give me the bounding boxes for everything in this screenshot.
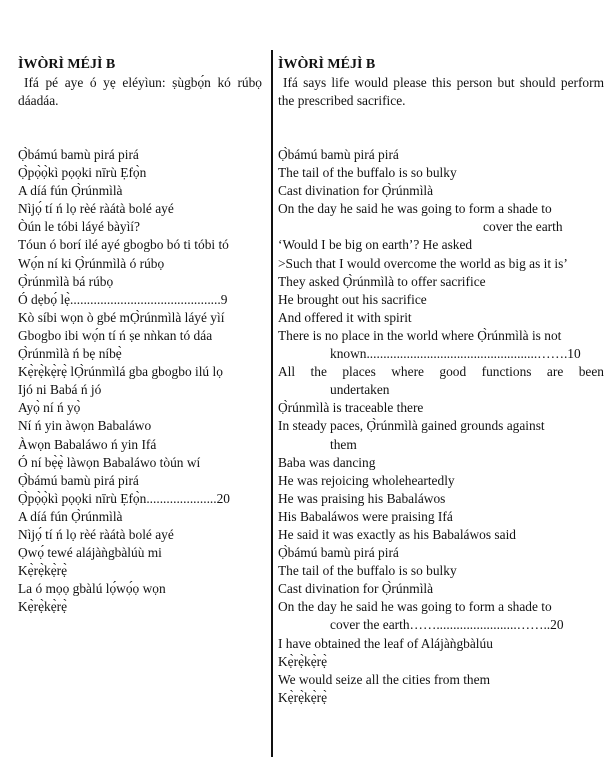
english-column bbox=[278, 56, 604, 707]
verse-line: Ayọ̀ ní ń yọ̀ bbox=[18, 400, 81, 416]
verse-line: Ní ń yin àwọn Babaláwo bbox=[18, 418, 152, 434]
verse-line: Ọwọ́ tewé alájàǹgbàlúù mi bbox=[18, 545, 162, 561]
verse-line: Ọ̀pọ̀ọ̀kì pọọki nīrù Ẹfọ̀n.....................20 bbox=[18, 490, 231, 506]
verse-line: Wọ́n ní ki Ọ̀rúnmìlà ó rúbọ bbox=[18, 255, 165, 271]
verse-line: >Such that I would overcome the world as big as it is’ bbox=[278, 255, 568, 271]
verse-line: them bbox=[330, 436, 357, 452]
english-intro: Ifá says life would please this person but should perform the prescribed sacrifice. bbox=[278, 75, 604, 108]
verse-line: On the day he said he was going to form a shade to bbox=[278, 599, 552, 615]
verse-line: There is no place in the world where Ọ̀rúnmìlà is not bbox=[278, 327, 562, 343]
verse-line: undertaken bbox=[330, 382, 390, 398]
verse-line: ‘Would I be big on earth’? He asked bbox=[278, 237, 473, 253]
verse-line: Cast divination for Ọ̀rúnmìlà bbox=[278, 183, 434, 199]
verse-line: His Babaláwos were praising Ifá bbox=[278, 508, 453, 524]
verse-line: Ọ̀bámú bamù pirá pirá bbox=[18, 147, 139, 162]
yoruba-verse bbox=[18, 146, 262, 616]
verse-line: Kẹ̀rẹ̀kẹ̀rẹ̀ bbox=[18, 563, 68, 579]
verse-line: On the day he said he was going to form a shade to bbox=[278, 201, 552, 217]
column-divider bbox=[271, 50, 273, 757]
verse-line: Ọ̀bámú bamù pirá pirá bbox=[278, 545, 399, 561]
spacer bbox=[278, 110, 604, 146]
verse-line: cover the earth……........................……..20 bbox=[330, 617, 564, 633]
verse-line: Kò síbi wọn ò gbé mỌ̀rúnmìlà láyé yìí bbox=[18, 309, 225, 325]
english-verse bbox=[278, 146, 604, 707]
verse-line: Ọ̀rúnmìlà is traceable there bbox=[278, 400, 424, 416]
verse-line: Baba was dancing bbox=[278, 454, 376, 470]
verse-line: La ó mọọ gbàlú lọ́wọ́ọ wọn bbox=[18, 581, 166, 597]
verse-line: Ọ̀pọ̀ọ̀kì pọọki nīrù Ẹfọ̀n bbox=[18, 165, 147, 181]
verse-line: Kẹ̀rẹ̀kẹ̀rẹ̀ bbox=[18, 599, 68, 615]
verse-line: He was praising his Babaláwos bbox=[278, 490, 446, 506]
verse-line: Òún le tóbi láyé bàyìí? bbox=[18, 219, 140, 235]
verse-line: Àwọn Babaláwo ń yin Ifá bbox=[18, 436, 157, 452]
yoruba-title: ÌWÒRÌ MÉJÌ B bbox=[18, 57, 116, 72]
verse-line: Nìjọ́ tí ń lọ rèé ràátà bolé ayé bbox=[18, 526, 174, 542]
verse-line: Ó dẹbọ́ lẹ̀.............................................9 bbox=[18, 291, 228, 307]
verse-line: Ọ̀bámú bamù pirá pirá bbox=[18, 472, 139, 488]
verse-line: known...................................................…….10 bbox=[330, 346, 581, 362]
verse-line: cover the earth bbox=[483, 219, 563, 235]
verse-line: Tóun ó borí ilé ayé gbogbo bó ti tóbi tó bbox=[18, 237, 229, 253]
verse-line: The tail of the buffalo is so bulky bbox=[278, 165, 457, 181]
verse-line: He brought out his sacrifice bbox=[278, 291, 427, 307]
verse-line: The tail of the buffalo is so bulky bbox=[278, 563, 457, 579]
verse-line: Kẹ̀rẹ̀kẹ̀rẹ̀ bbox=[278, 653, 328, 669]
verse-line: They asked Ọ̀rúnmìlà to offer sacrifice bbox=[278, 273, 486, 289]
verse-line: Gbogbo ibi wọ́n tí ń ṣe nǹkan tó dáa bbox=[18, 327, 213, 343]
yoruba-column bbox=[18, 56, 262, 616]
yoruba-intro: Ifá pé aye ó yẹ eléyìun: ṣùgbọ́n kó rúbọ dáadáa. bbox=[18, 75, 262, 108]
verse-line: A díá fún Ọ̀rúnmìlà bbox=[18, 183, 123, 199]
verse-line: He said it was exactly as his Babaláwos said bbox=[278, 526, 516, 542]
english-title: ÌWÒRÌ MÉJÌ B bbox=[278, 57, 376, 72]
verse-line: Kẹ̀rẹ̀kẹ̀rẹ̀ lỌ̀rúnmìlá gba gbogbo ilú lọ bbox=[18, 364, 223, 380]
spacer bbox=[18, 110, 262, 146]
verse-line: Kẹ̀rẹ̀kẹ̀rẹ̀ bbox=[278, 689, 328, 705]
verse-line: Ọ̀bámú bamù pirá pirá bbox=[278, 147, 399, 162]
verse-line: Ijó ni Babá ń jó bbox=[18, 382, 102, 398]
verse-line: He was rejoicing wholeheartedly bbox=[278, 472, 455, 488]
verse-line: All the places where good functions are been bbox=[278, 364, 604, 380]
verse-line: Cast divination for Ọ̀rúnmìlà bbox=[278, 581, 434, 597]
verse-line: And offered it with spirit bbox=[278, 309, 412, 325]
verse-line: Nìjọ́ tí ń lọ rèé ràátà bolé ayé bbox=[18, 201, 174, 217]
verse-line: A díá fún Ọ̀rúnmìlà bbox=[18, 508, 123, 524]
verse-line: I have obtained the leaf of Alájàǹgbàlúu bbox=[278, 635, 493, 651]
verse-line: Ọ̀rúnmìlà bá rúbọ bbox=[18, 273, 114, 289]
verse-line: We would seize all the cities from them bbox=[278, 671, 490, 687]
verse-line: In steady paces, Ọ̀rúnmìlà gained grounds against bbox=[278, 418, 545, 434]
verse-line: Ó ní bẹ̀ẹ̀ làwọn Babaláwo tòún wí bbox=[18, 454, 201, 470]
verse-line: Ọ̀rúnmìlà ń bẹ níbẹ̀ bbox=[18, 346, 122, 362]
